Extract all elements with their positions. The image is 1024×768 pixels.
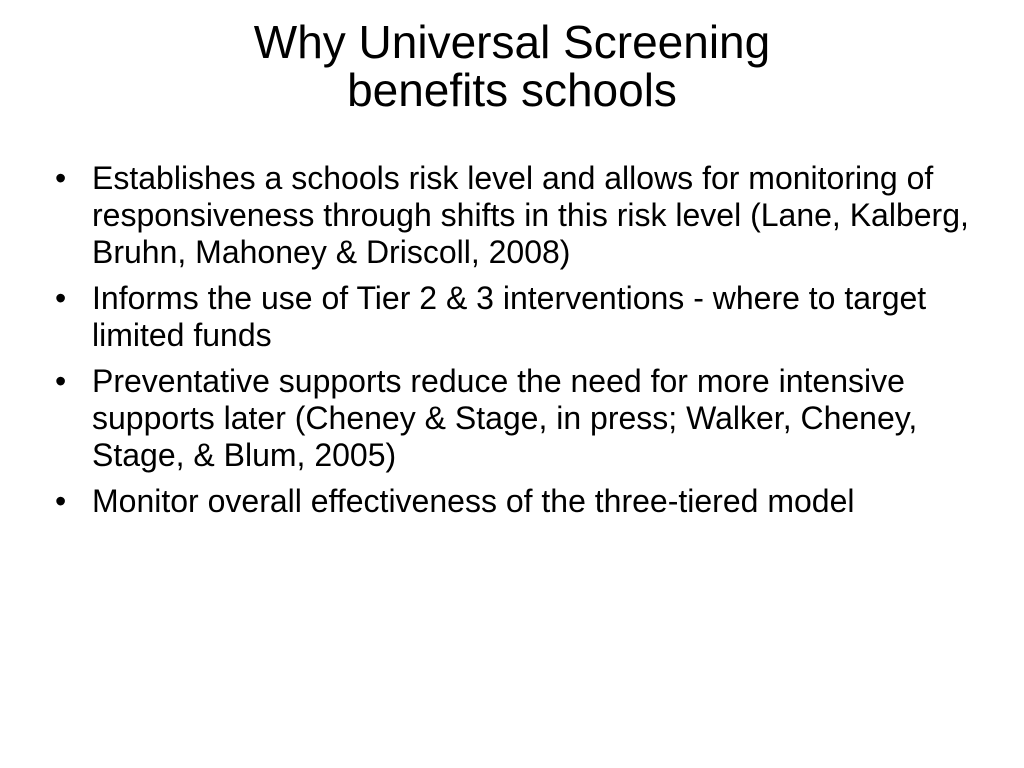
bullet-item-monitor-effectiveness — [55, 483, 990, 520]
bullet-marker: • — [55, 483, 67, 519]
bullet-list — [55, 160, 990, 529]
bullet-item-tier-interventions — [55, 280, 990, 354]
bullet-marker: • — [55, 363, 67, 399]
bullet-item-preventative-supports — [55, 363, 990, 474]
bullet-text: Monitor overall effectiveness of the three-tiered model — [92, 483, 855, 519]
bullet-item-risk-level — [55, 160, 990, 271]
bullet-text: Informs the use of Tier 2 & 3 interventions - where to target limited funds — [92, 280, 927, 353]
slide-title-line-1: Why Universal Screening — [253, 16, 771, 68]
bullet-text: Establishes a schools risk level and allows for monitoring of responsiveness through shifts in this risk level (Lane, Kalberg, Bruhn, Mahoney & Driscoll, 2008) — [92, 160, 969, 270]
bullet-marker: • — [55, 280, 67, 316]
slide-title — [62, 18, 962, 114]
bullet-marker: • — [55, 160, 67, 196]
bullet-text: Preventative supports reduce the need for more intensive supports later (Cheney & Stage, in press; Walker, Cheney, Stage, & Blum, 2005) — [92, 363, 918, 473]
slide-title-line-2: benefits schools — [347, 64, 677, 116]
